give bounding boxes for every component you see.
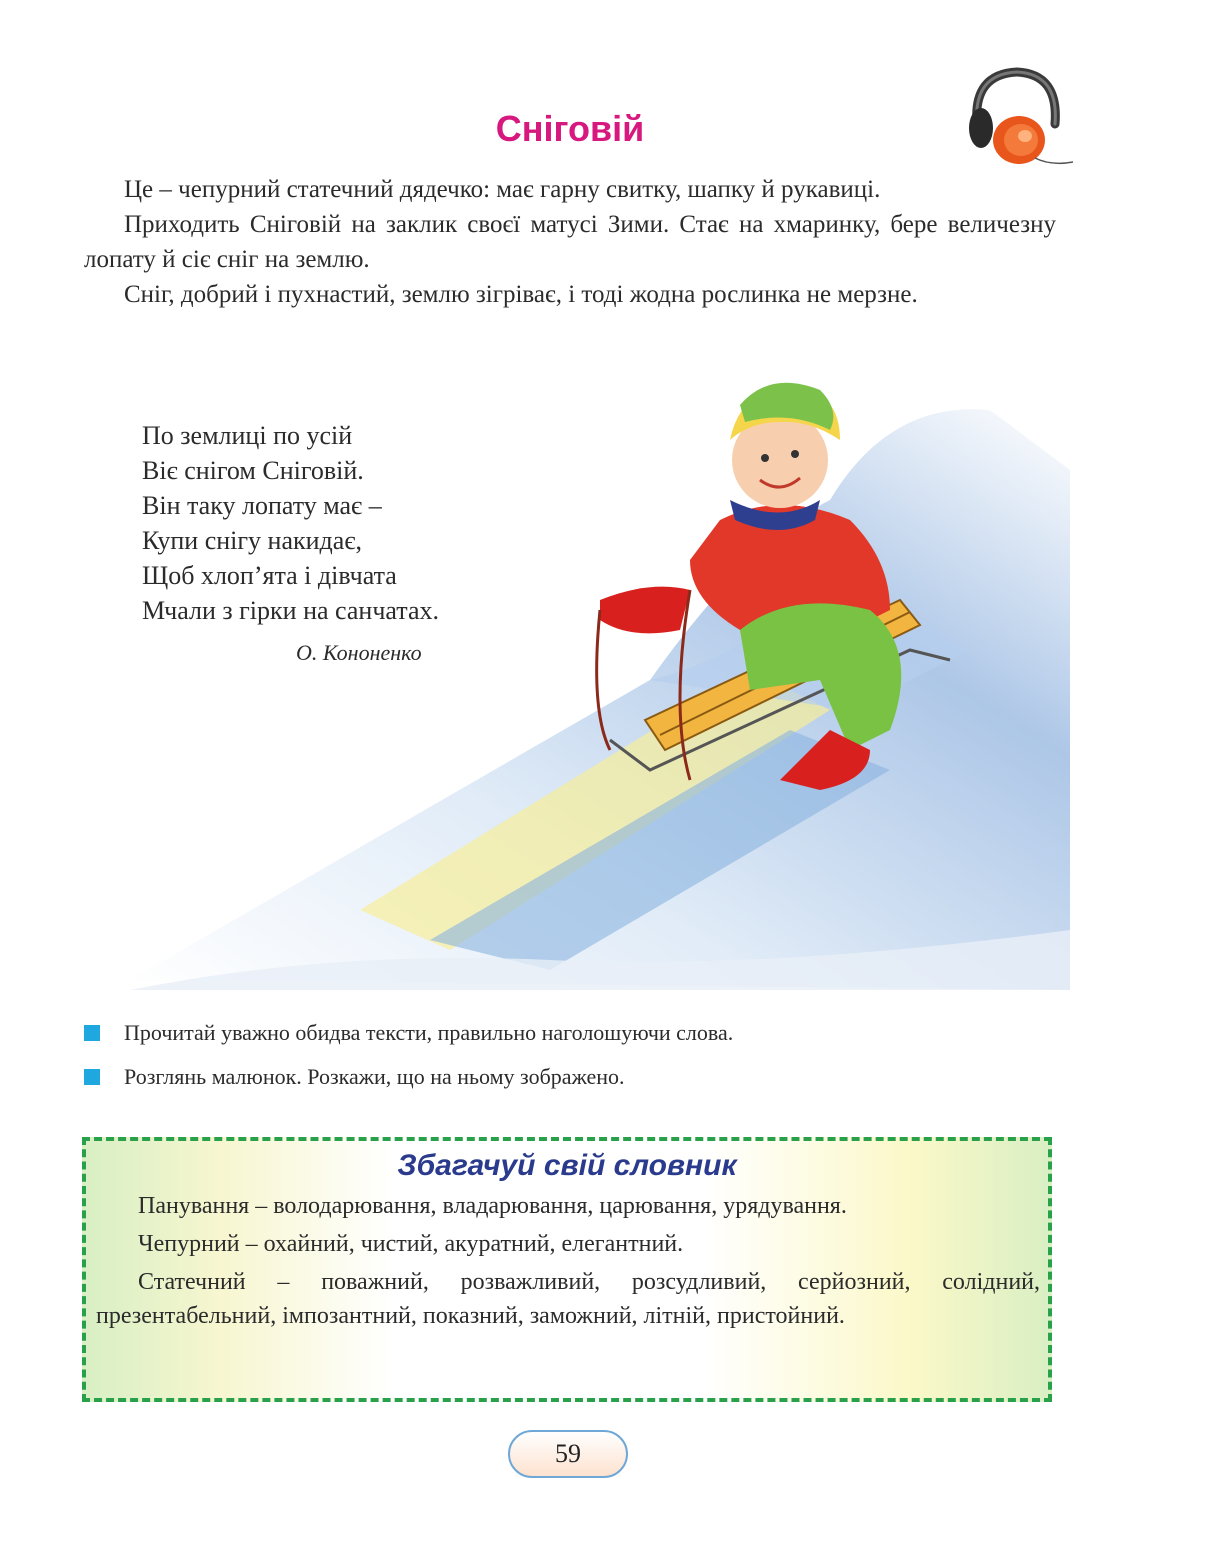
vocabulary-entry: Статечний – поважний, розважливий, розсудливий, серйозний, солідний, презентабельний, імпозантний, показний, заможний, літній, пристойний. bbox=[96, 1269, 1040, 1329]
list-item bbox=[84, 1062, 1044, 1092]
square-bullet-icon bbox=[84, 1069, 100, 1085]
vocabulary-title: Збагачуй свій словник bbox=[397, 1149, 737, 1182]
square-bullet-icon bbox=[84, 1025, 100, 1041]
task-list bbox=[84, 1018, 1044, 1106]
task-text: Розглянь малюнок. Розкажи, що на ньому зображено. bbox=[124, 1064, 625, 1089]
poem-line: Мчали з гірки на санчатах. bbox=[142, 596, 439, 625]
vocabulary-entry: Панування – володарювання, владарювання, царювання, урядування. bbox=[138, 1193, 847, 1219]
page-title: Сніговій bbox=[495, 108, 645, 149]
prose-paragraph: Це – чепурний статечний дядечко: має гарну свитку, шапку й рукавиці. bbox=[124, 176, 881, 203]
vocabulary-entry: Чепурний – охайний, чистий, акуратний, елегантний. bbox=[138, 1231, 684, 1257]
poem-line: По землиці по усій bbox=[142, 421, 353, 450]
poem-author: О. Кононенко bbox=[296, 640, 422, 665]
list-item bbox=[84, 1018, 1044, 1048]
prose-paragraph: Сніг, добрий і пухнастий, землю зігріває, і тоді жодна рослинка не мерзне. bbox=[124, 281, 918, 308]
page-number: 59 bbox=[508, 1430, 628, 1478]
poem-line: Щоб хлоп’ята і дівчата bbox=[142, 561, 397, 590]
task-text: Прочитай уважно обидва тексти, правильно наголошуючи слова. bbox=[124, 1020, 734, 1045]
vocabulary-box bbox=[82, 1137, 1052, 1402]
prose-paragraph: Приходить Сніговій на заклик своєї матусі Зими. Стає на хмаринку, бере величезну лопату й сіє сніг на землю. bbox=[84, 211, 1056, 273]
poem-line: Купи снігу накидає, bbox=[142, 526, 362, 555]
headphones-icon[interactable] bbox=[955, 62, 1075, 172]
vocabulary-entries bbox=[86, 1189, 1048, 1333]
poem-line: Він таку лопату має – bbox=[142, 491, 382, 520]
prose-text bbox=[84, 172, 1056, 312]
poem-line: Віє снігом Сніговій. bbox=[142, 456, 364, 485]
poem bbox=[142, 418, 439, 628]
